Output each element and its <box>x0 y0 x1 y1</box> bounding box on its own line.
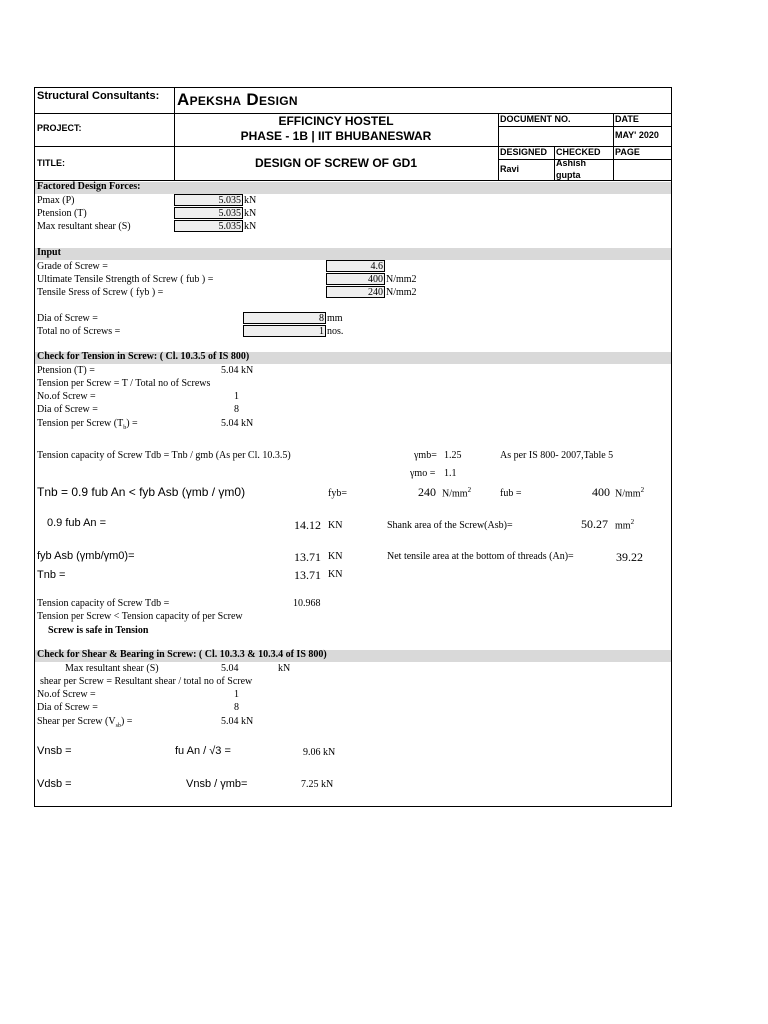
term1-unit: KN <box>328 520 343 531</box>
vnsb-value: 9.06 kN <box>303 747 336 758</box>
shear-per-screw-value: 5.04 kN <box>221 716 254 727</box>
count-unit: nos. <box>327 326 344 337</box>
fyb-label: Tensile Sress of Screw ( fyb ) = <box>37 287 164 298</box>
vnsb-label: Vnsb = <box>37 745 72 757</box>
shear-heading: Check for Shear & Bearing in Screw: ( Cl. 10.3.3 & 10.3.4 of IS 800) <box>37 649 327 660</box>
forces-heading-band <box>35 182 671 194</box>
vnsb-formula: fu An / √3 = <box>175 745 231 757</box>
gmb-value: 1.25 <box>444 450 462 461</box>
vdsb-value: 7.25 kN <box>301 779 334 790</box>
gmo-label: γmo = <box>410 468 436 479</box>
gmo-value: 1.1 <box>444 468 457 479</box>
consultants-label: Structural Consultants: <box>37 90 160 102</box>
dia-input[interactable]: 8 <box>243 312 326 324</box>
fub-calc-label: fub = <box>500 488 522 499</box>
shear-no-label: No.of Screw = <box>37 689 96 700</box>
grade-label: Grade of Screw = <box>37 261 108 272</box>
an-label: Net tensile area at the bottom of threads (An)= <box>387 551 574 562</box>
count-input[interactable]: 1 <box>243 325 326 337</box>
asb-label: Shank area of the Screw(Asb)= <box>387 520 513 531</box>
gmb-label: γmb= <box>414 450 437 461</box>
tension-result: Screw is safe in Tension <box>48 625 149 636</box>
tension-capacity-text: Tension capacity of Screw Tdb = Tnb / gmb (As per Cl. 10.3.5) <box>37 450 291 461</box>
designed-label: DESIGNED <box>500 147 548 157</box>
ptension-unit: kN <box>244 208 257 219</box>
calculation-sheet <box>34 87 672 807</box>
shear-heading-band <box>35 650 671 662</box>
tdb-value: 10.968 <box>293 598 321 609</box>
tension-formula: Tension per Screw = T / Total no of Screws <box>37 378 211 389</box>
pmax-label: Pmax (P) <box>37 195 75 206</box>
fyb-calc-label: fyb= <box>328 488 347 499</box>
project-line-2: PHASE - 1B | IIT BHUBANESWAR <box>240 129 432 143</box>
title-label: TITLE: <box>37 158 65 168</box>
firm-name: Apeksha Design <box>177 90 298 109</box>
shear-max-unit: kN <box>278 663 291 674</box>
term2-unit: KN <box>328 551 343 562</box>
tension-dia-value: 8 <box>234 404 239 415</box>
tension-dia-label: Dia of Screw = <box>37 404 98 415</box>
project-line-1: EFFICINCY HOSTEL <box>278 114 394 128</box>
tension-per-screw-label: Tension per Screw $(T_b)$ = <box>37 418 138 431</box>
term2-label: fyb Asb (γmb/γm0)= <box>37 550 135 562</box>
fyb-calc-unit: $N/mm^2$ <box>442 486 472 500</box>
tension-heading: Check for Tension in Screw: ( Cl. 10.3.5 of IS 800) <box>37 351 250 362</box>
tension-per-screw-value: 5.04 kN <box>221 418 254 429</box>
term1-label: 0.9 fub An = <box>47 517 107 529</box>
vdsb-label: Vdsb = <box>37 778 72 790</box>
input-heading-band <box>35 248 671 260</box>
title-value: DESIGN OF SCREW OF GD1 <box>254 156 417 170</box>
term2-value: 13.71 <box>294 550 321 564</box>
tdb-label: Tension capacity of Screw Tdb = <box>37 598 170 609</box>
fyb-calc-value: 240 <box>418 485 436 499</box>
shear-dia-value: 8 <box>234 702 239 713</box>
shear-label: Max resultant shear (S) <box>37 221 131 232</box>
forces-heading: Factored Design Forces: <box>37 181 141 192</box>
tension-no-label: No.of Screw = <box>37 391 96 402</box>
count-label: Total no of Screws = <box>37 326 121 337</box>
fub-input[interactable]: 400 <box>326 273 385 285</box>
fyb-input[interactable]: 240 <box>326 286 385 298</box>
tension-ptension-label: Ptension (T) = <box>37 365 95 376</box>
asb-unit: $mm^2$ <box>615 518 635 532</box>
shear-per-screw-label: Shear per Screw $(V_{sb})$ = <box>37 716 133 729</box>
document-no-label: DOCUMENT NO. <box>500 114 571 124</box>
code-reference: As per IS 800- 2007,Table 5 <box>500 450 614 461</box>
shear-unit: kN <box>244 221 257 232</box>
fub-calc-unit: $N/mm^2$ <box>615 486 645 500</box>
tnb-formula: Tnb = 0.9 fub An < fyb Asb (γmb / γm0) <box>37 485 246 499</box>
checked-value-2: gupta <box>556 170 581 180</box>
tension-ptension-value: 5.04 kN <box>221 365 254 376</box>
dia-label: Dia of Screw = <box>37 313 98 324</box>
tension-heading-band <box>35 352 671 364</box>
shear-max-value: 5.04 <box>221 663 239 674</box>
pmax-unit: kN <box>244 195 257 206</box>
vdsb-formula: Vnsb / γmb= <box>186 778 248 790</box>
shear-dia-label: Dia of Screw = <box>37 702 98 713</box>
designed-value: Ravi <box>500 164 520 174</box>
tnb-label: Tnb = <box>37 569 66 581</box>
ptension-input[interactable]: 5.035 <box>174 207 243 219</box>
an-value: 39.22 <box>616 550 643 564</box>
project-label: PROJECT: <box>37 123 82 133</box>
checked-value-1: Ashish <box>556 158 587 168</box>
fub-calc-value: 400 <box>592 485 610 499</box>
pmax-input[interactable]: 5.035 <box>174 194 243 206</box>
term1-value: 14.12 <box>294 518 321 532</box>
input-heading: Input <box>37 247 61 258</box>
shear-formula: shear per Screw = Resultant shear / total no of Screw <box>40 676 253 687</box>
asb-value: 50.27 <box>581 517 608 531</box>
grade-input[interactable]: 4.6 <box>326 260 385 272</box>
tnb-unit: KN <box>328 569 343 580</box>
shear-max-label: Max resultant shear (S) <box>65 663 159 674</box>
page-label: PAGE <box>615 147 640 157</box>
tnb-value: 13.71 <box>294 568 321 582</box>
checked-label: CHECKED <box>556 147 601 157</box>
shear-no-value: 1 <box>234 689 239 700</box>
date-value: MAY' 2020 <box>615 130 659 140</box>
dia-unit: mm <box>327 313 343 324</box>
shear-input[interactable]: 5.035 <box>174 220 243 232</box>
tension-no-value: 1 <box>234 391 239 402</box>
date-label: DATE <box>615 114 639 124</box>
fub-label: Ultimate Tensile Strength of Screw ( fub ) = <box>37 274 214 285</box>
fyb-unit: N/mm2 <box>386 287 417 298</box>
fub-unit: N/mm2 <box>386 274 417 285</box>
ptension-label: Ptension (T) <box>37 208 87 219</box>
tension-compare-text: Tension per Screw < Tension capacity of per Screw <box>37 611 243 622</box>
